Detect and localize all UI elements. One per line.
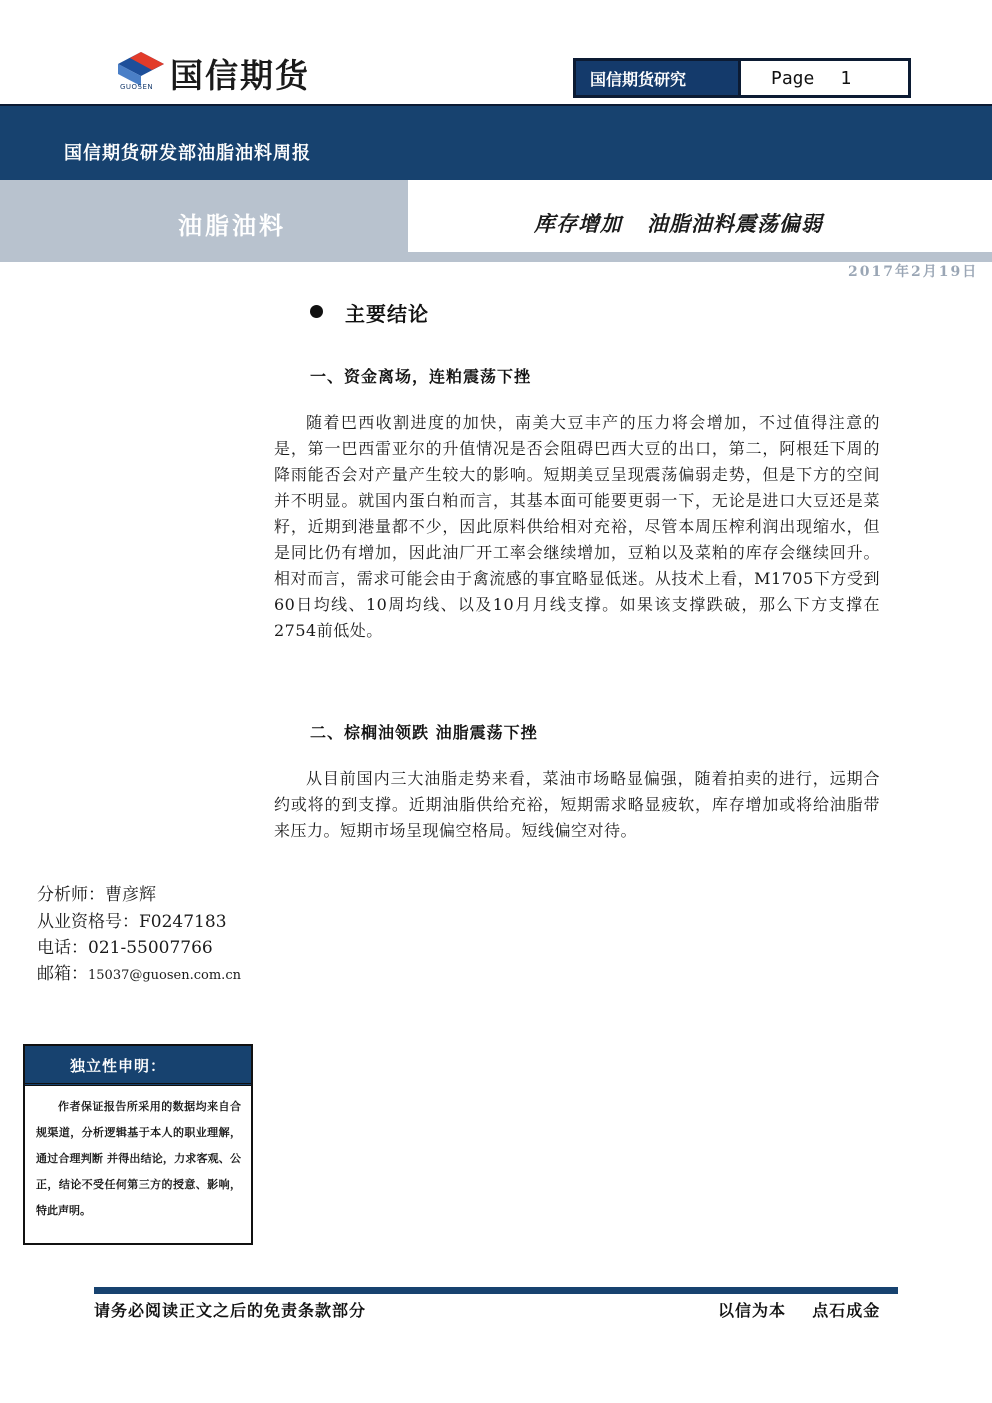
analyst-name-row — [37, 880, 156, 905]
analyst-email: 15037@guosen.com.cn — [88, 968, 241, 983]
analyst-email-label: 邮箱： — [37, 964, 88, 984]
research-label: 国信期货研究 — [576, 61, 741, 95]
analyst-license-label: 从业资格号： — [37, 912, 139, 932]
company-logo-subtext: GUOSEN — [120, 83, 154, 91]
section-body: 从目前国内三大油脂走势来看，菜油市场略显偏强，随着拍卖的进行，远期合约或将的到支撑。近期油脂供给充裕，短期需求略显疲软，库存增加或将给油脂带来压力。短期市场呈现偏空格局。短线偏空对待。 — [274, 769, 880, 840]
analyst-email-row — [37, 959, 241, 984]
analyst-phone-row — [37, 933, 213, 958]
footer-slogan: 以信为本 点石成金 — [718, 1301, 881, 1320]
analyst-license: F0247183 — [139, 912, 227, 932]
section-body: 随着巴西收割进度的加快，南美大豆丰产的压力将会增加，不过值得注意的是，第一巴西雷亚尔的升值情况是否会阻碍巴西大豆的出口，第二，阿根廷下周的降雨能否会对产量产生较大的影响。短期美豆呈现震荡偏弱走势，但是下方的空间并不明显。就国内蛋白粕而言，其基本面可能要更弱一下，无论是进口大豆还是菜籽，近期到港量都不少，因此原料供给相对充裕，尽管本周压榨利润出现缩水，但是同比仍有增加，因此油厂开工率会继续增加，豆粕以及菜粕的库存会继续回升。相对而言，需求可能会由于禽流感的事宜略显低迷。从技术上看，M1705下方受到60日均线、10周均线、以及10月月线支撑。如果该支撑跌破，那么下方支撑在2754前低处。 — [274, 413, 880, 640]
main-conclusion-title: 主要结论 — [345, 302, 429, 326]
report-headline: 库存增加 油脂油料震荡偏弱 — [534, 211, 823, 236]
analyst-license-row — [37, 907, 227, 932]
analyst-phone: 021-55007766 — [88, 938, 213, 958]
report-date: 2017年2月19日 — [848, 264, 979, 280]
section-title: 二、棕榈油领跌 油脂震荡下挫 — [310, 723, 538, 742]
category-label: 油脂油料 — [178, 211, 286, 240]
footer-disclaimer-notice: 请务必阅读正文之后的免责条款部分 — [94, 1301, 367, 1320]
date-bar — [0, 252, 992, 262]
bullet-icon — [310, 305, 323, 318]
analyst-name-label: 分析师： — [37, 885, 105, 905]
footer-rule — [94, 1287, 898, 1294]
page-number: 1 — [840, 67, 852, 89]
analyst-phone-label: 电话： — [37, 938, 88, 958]
page-indicator-box — [573, 58, 911, 98]
independence-statement-title: 独立性申明： — [70, 1057, 167, 1075]
company-logo-text: 国信期货 — [170, 56, 310, 95]
analyst-name: 曹彦辉 — [105, 885, 156, 905]
independence-statement-body: 作者保证报告所采用的数据均来自合规渠道，分析逻辑基于本人的职业理解，通过合理判断 并得出结论，力求客观、公正，结论不受任何第三方的授意、影响，特此声明。 — [36, 1100, 241, 1217]
report-series-title: 国信期货研发部油脂油料周报 — [64, 143, 311, 164]
page-label: Page — [771, 67, 815, 89]
section-title: 一、资金离场，连粕震荡下挫 — [310, 367, 532, 386]
page-number-area — [741, 61, 908, 95]
